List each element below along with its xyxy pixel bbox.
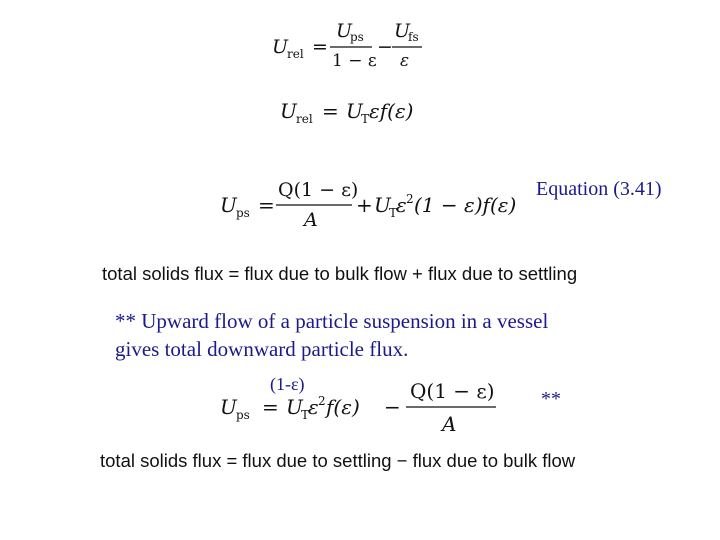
equation-urel-definition bbox=[268, 20, 428, 72]
eq3-square: 2 bbox=[406, 192, 414, 206]
eq3-lhs-sub: ps bbox=[236, 206, 250, 220]
eq2-rhs-rest: εf(ε) bbox=[369, 99, 414, 123]
eq4-numerator: Q(1 − ε) bbox=[410, 379, 495, 403]
eq2-rhs-u: U bbox=[346, 99, 363, 123]
eq3-equals: = bbox=[258, 193, 275, 217]
eq1-minus: − bbox=[377, 36, 393, 58]
eq4-u: U bbox=[286, 395, 303, 419]
equation-urel-function bbox=[276, 94, 426, 130]
upward-flow-note bbox=[115, 307, 548, 363]
eq1-num2: U bbox=[394, 20, 411, 42]
eq4-denominator: A bbox=[442, 412, 457, 436]
eq1-den1: 1 − ε bbox=[332, 51, 377, 71]
eq3-u: U bbox=[374, 193, 391, 217]
eq2-rhs-sub: T bbox=[361, 112, 370, 126]
eq3-numerator: Q(1 − ε) bbox=[278, 179, 359, 201]
eq4-equals: = bbox=[262, 395, 279, 419]
eq1-num1-sub: ps bbox=[350, 30, 364, 44]
eq1-num2-sub: fs bbox=[408, 30, 419, 44]
eq2-lhs-sub: rel bbox=[296, 112, 313, 126]
equation-ups-upward bbox=[216, 176, 516, 234]
upward-flow-note-line1: ** Upward flow of a particle suspension in a vessel bbox=[115, 309, 549, 333]
upward-flow-note-line2: gives total downward particle flux. bbox=[115, 337, 409, 361]
eq1-den2: ε bbox=[400, 51, 410, 71]
one-minus-epsilon-note: (1-ε) bbox=[270, 374, 305, 394]
eq4-lhs: U bbox=[220, 395, 237, 419]
eq4-u-sub: T bbox=[301, 408, 310, 422]
eq4-minus: − bbox=[384, 395, 401, 419]
equation-reference-label: Equation (3.41) bbox=[536, 178, 662, 200]
eq4-lhs-sub: ps bbox=[236, 408, 250, 422]
eq3-plus: + bbox=[356, 193, 373, 217]
eq3-lhs: U bbox=[220, 193, 237, 217]
eq3-u-sub: T bbox=[389, 206, 398, 220]
double-asterisk-note: ** bbox=[541, 388, 561, 410]
flux-sentence-settling-minus-bulk: total solids flux = flux due to settling − flux due to bulk flow bbox=[100, 450, 576, 471]
eq4-f-eps: f(ε) bbox=[326, 395, 360, 419]
eq3-rest: (1 − ε)f(ε) bbox=[414, 193, 516, 217]
eq2-lhs: U bbox=[280, 99, 297, 123]
eq3-epsilon: ε bbox=[396, 193, 407, 217]
eq1-num1: U bbox=[336, 20, 353, 42]
eq1-lhs: U bbox=[272, 36, 289, 58]
eq2-equals: = bbox=[322, 99, 339, 123]
eq1-lhs-sub: rel bbox=[287, 47, 304, 61]
flux-sentence-bulk-plus-settling: total solids flux = flux due to bulk flow + flux due to settling bbox=[102, 263, 578, 284]
eq1-equals: = bbox=[312, 36, 328, 58]
eq4-epsilon: ε bbox=[308, 395, 319, 419]
equation-ups-downward bbox=[214, 376, 504, 438]
eq4-square: 2 bbox=[318, 394, 326, 408]
eq3-denominator: A bbox=[304, 209, 318, 231]
